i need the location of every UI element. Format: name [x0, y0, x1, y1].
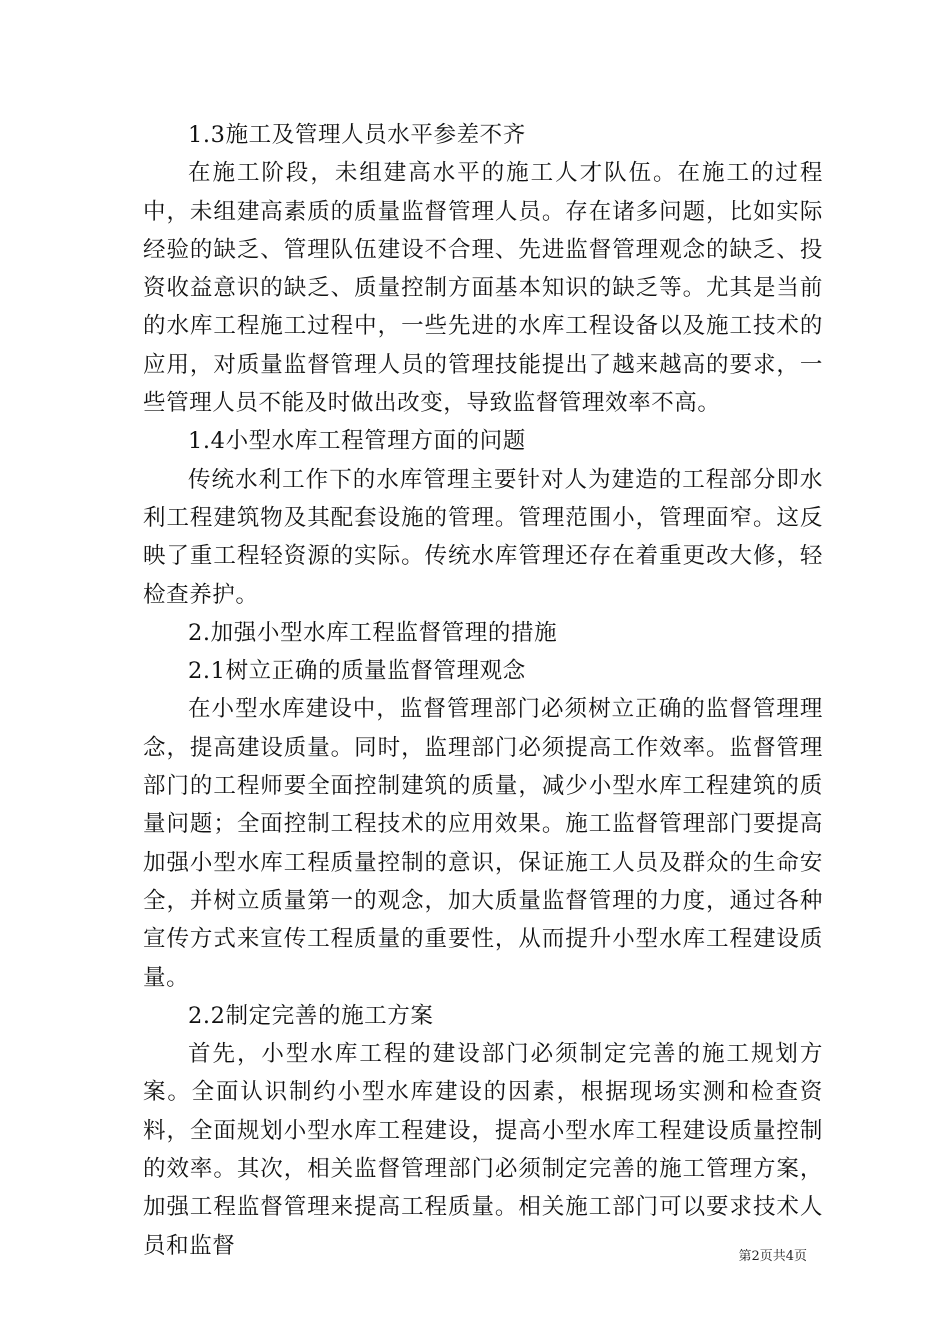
section-heading-2-2: 2.2制定完善的施工方案	[188, 1002, 434, 1029]
page-number-footer: 第2页共4页	[738, 1249, 807, 1264]
section-heading-1-4: 1.4小型水库工程管理方面的问题	[188, 428, 526, 455]
document-body	[143, 116, 823, 1265]
section-heading-1-3: 1.3施工及管理人员水平参差不齐	[188, 122, 526, 148]
paragraph-1-3: 在施工阶段，未组建高水平的施工人才队伍。在施工的过程中，未组建高素质的质量监督管理人员。存在诸多问题，比如实际经验的缺乏、管理队伍建设不合理、先进监督管理观念的缺乏、投资收益意识的缺乏、质量控制方面基本知识的缺乏等。尤其是当前的水库工程施工过程中，一些先进的水库工程设备以及施工技术的应用，对质量监督管理人员的管理技能提出了越来越高的要求，一些管理人员不能及时做出改变，导致监督管理效率不高。	[143, 160, 823, 417]
paragraph-2-2: 首先，小型水库工程的建设部门必须制定完善的施工规划方案。全面认识制约小型水库建设的因素，根据现场实测和检查资料，全面规划小型水库工程建设，提高小型水库工程建设质量控制的效率。其次，相关监督管理部门必须制定完善的施工管理方案，加强工程监督管理来提高工程质量。相关施工部门可以要求技术人员和监督	[143, 1041, 823, 1259]
paragraph-2-1: 在小型水库建设中，监督管理部门必须树立正确的监督管理理念，提高建设质量。同时，监理部门必须提高工作效率。监督管理部门的工程师要全面控制建筑的质量，减少小型水库工程建筑的质量问题；全面控制工程技术的应用效果。施工监督管理部门要提高加强小型水库工程质量控制的意识，保证施工人员及群众的生命安全，并树立质量第一的观念，加大质量监督管理的力度，通过各种宣传方式来宣传工程质量的重要性，从而提升小型水库工程建设质量。	[143, 696, 823, 991]
paragraph-1-4: 传统水利工作下的水库管理主要针对人为建造的工程部分即水利工程建筑物及其配套设施的管理。管理范围小，管理面窄。这反映了重工程轻资源的实际。传统水库管理还存在着重更改大修，轻检查养护。	[143, 466, 823, 608]
section-heading-2-1: 2.1树立正确的质量监督管理观念	[188, 658, 526, 685]
section-heading-2: 2.加强小型水库工程监督管理的措施	[188, 619, 558, 646]
